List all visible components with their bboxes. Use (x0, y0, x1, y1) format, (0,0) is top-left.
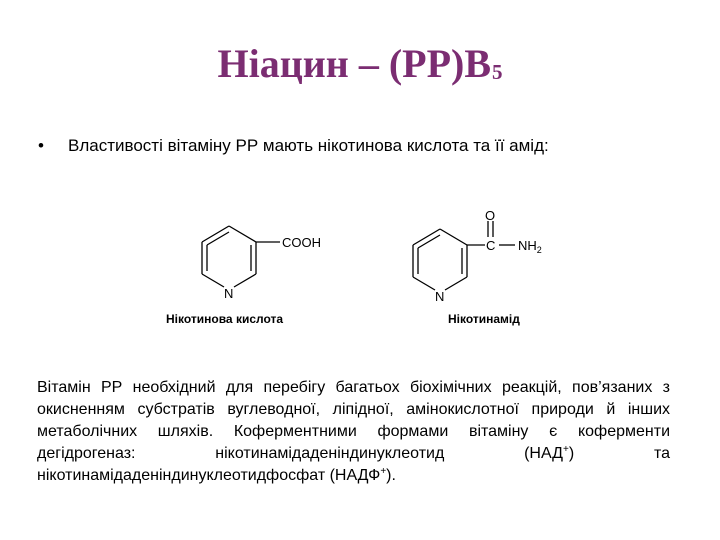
nicotinamide-carbon-label: C (486, 238, 496, 253)
nad-plus-superscript: + (563, 444, 569, 455)
bullet-item (38, 136, 549, 156)
bullet-text: Властивості вітаміну РР мають нікотинова кислота та її амід: (68, 136, 549, 155)
nicotinamide-oxygen-label: O (485, 208, 496, 223)
chemical-structures-figure (0, 195, 720, 335)
description-paragraph (37, 377, 670, 487)
nicotinic-acid-caption: Нікотинова кислота (166, 312, 284, 326)
nicotinamide-nitrogen-label: N (435, 289, 445, 304)
paragraph-text-2: ) та нікотинамідаденіндинуклеотидфосфат (НАДФ (37, 445, 670, 484)
paragraph-text-3: ). (386, 467, 396, 484)
title-subscript: 5 (492, 60, 503, 84)
nicotinic-acid-nitrogen-label: N (224, 286, 234, 301)
nicotinic-acid-structure (202, 226, 280, 287)
title-text: Ніацин – (РР)В (217, 41, 492, 86)
slide-title (0, 40, 720, 87)
bullet-icon: • (38, 136, 44, 155)
nadp-plus-superscript: + (380, 466, 387, 477)
amine-subscript: 2 (536, 245, 542, 255)
nicotinic-acid-cooh-label: COOH (282, 235, 321, 250)
nicotinamide-amine-label (518, 238, 542, 255)
nicotinamide-structure (413, 221, 515, 290)
paragraph-text-1: Вітамін РР необхідний для перебігу багатьох біохімічних реакцій, пов’язаних з окисненням субстратів вуглеводної, ліпідної, амінокислотної природи й інших метаболічних шляхів. Коферментними формами вітаміну є коферменти дегідрогеназ: нікотинамідаденіндинуклеотид (НАД (37, 379, 670, 462)
amine-group-text: NH (518, 238, 537, 253)
nicotinamide-caption: Нікотинамід (448, 312, 520, 326)
